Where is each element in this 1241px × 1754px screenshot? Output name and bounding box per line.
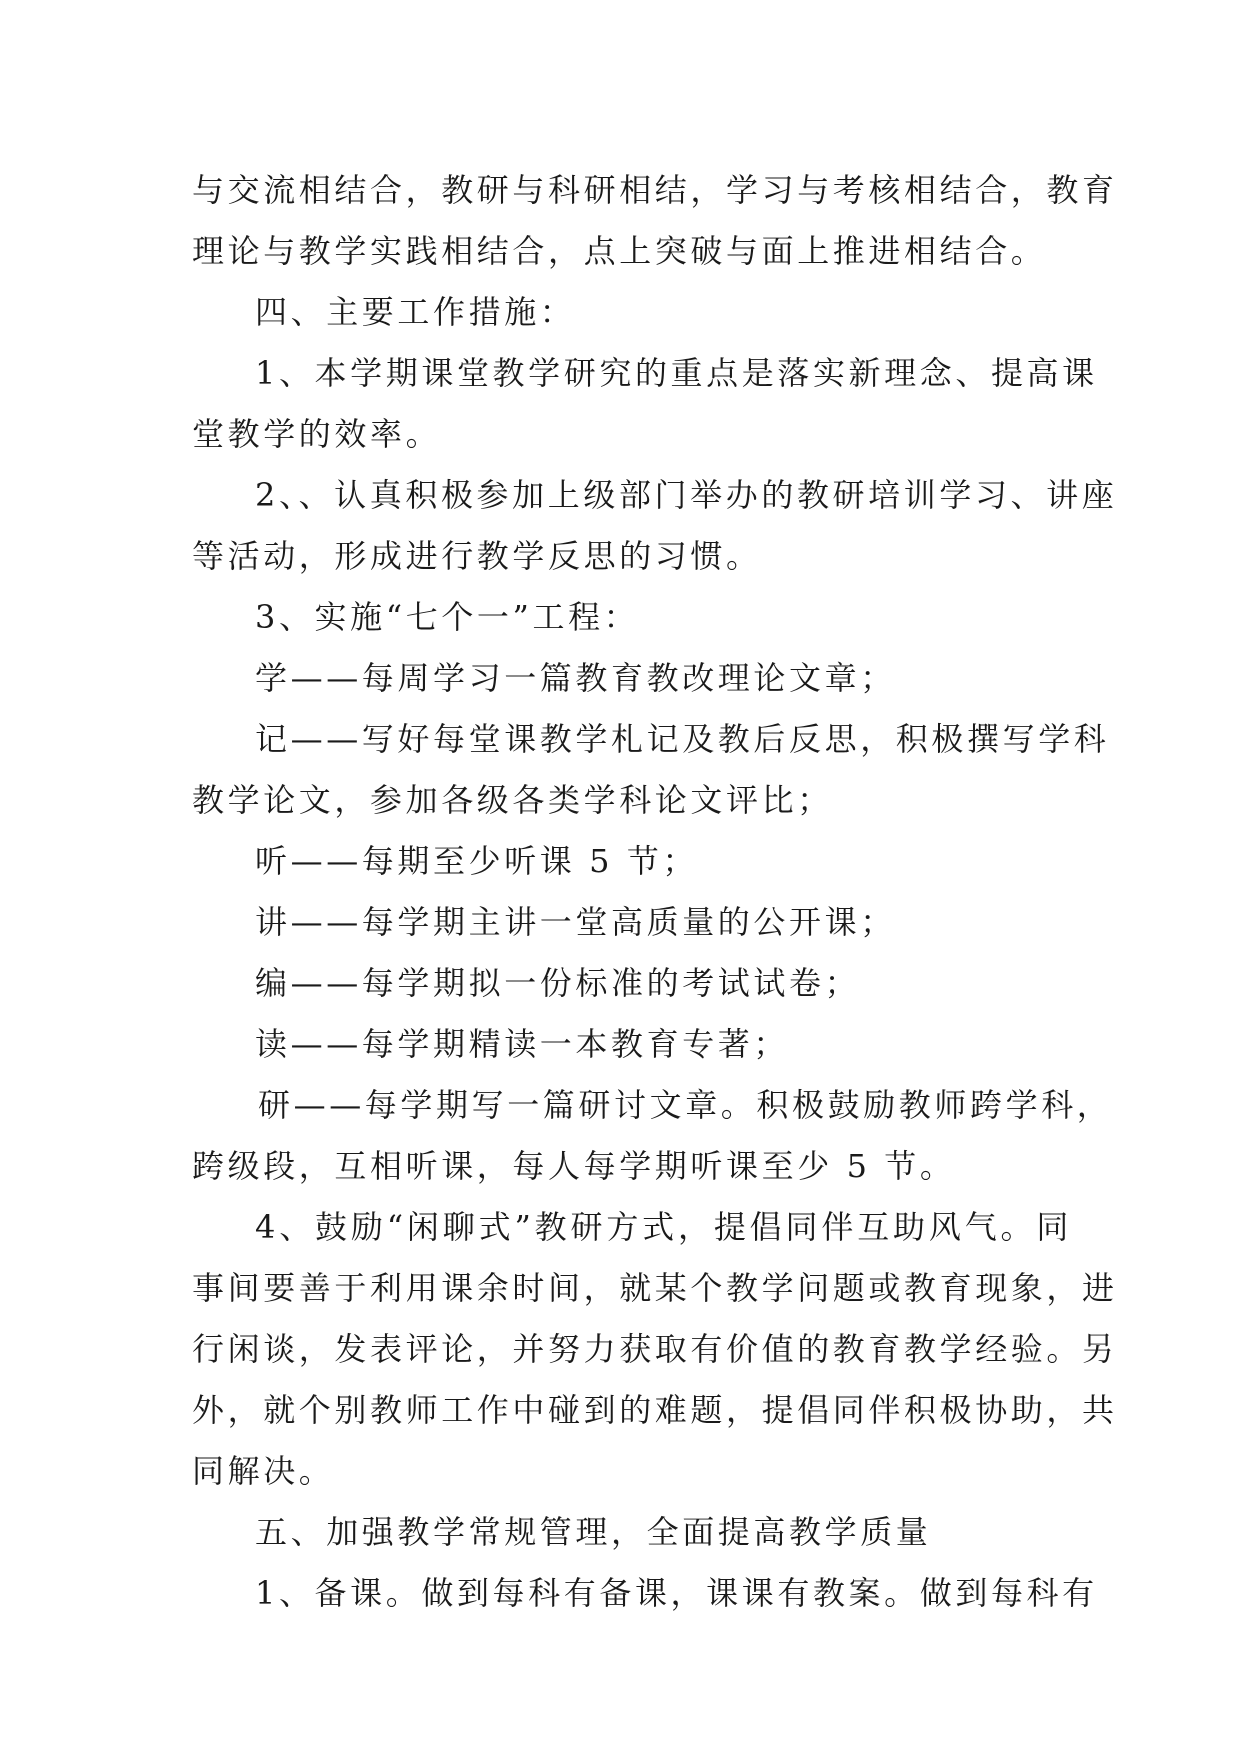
text-line: 跨级段，互相听课，每人每学期听课至少 5 节。 <box>192 1147 956 1185</box>
text-line: 与交流相结合，教研与科研相结，学习与考核相结合，教育 <box>192 171 1118 209</box>
text-line: 1、备课。做到每科有备课，课课有教案。做到每科有 <box>255 1574 1098 1612</box>
text-line: 等活动，形成进行教学反思的习惯。 <box>192 537 762 575</box>
text-line: 讲——每学期主讲一堂高质量的公开课； <box>255 903 896 941</box>
text-line: 记——写好每堂课教学札记及教后反思，积极撰写学科 <box>255 720 1110 758</box>
text-line: 事间要善于利用课余时间，就某个教学问题或教育现象，进 <box>192 1269 1118 1307</box>
document-body <box>192 160 1118 1624</box>
text-line: 外，就个别教师工作中碰到的难题，提倡同伴积极协助，共 <box>192 1391 1118 1429</box>
text-line: 编——每学期拟一份标准的考试试卷； <box>255 964 861 1002</box>
section-heading: 四、主要工作措施： <box>255 293 576 331</box>
text-line: 堂教学的效率。 <box>192 415 442 453</box>
text-line: 4、鼓励“闲聊式”教研方式，提倡同伴互助风气。同 <box>255 1208 1072 1246</box>
text-line: 1、本学期课堂教学研究的重点是落实新理念、提高课 <box>255 354 1098 392</box>
text-line: 研——每学期写一篇研讨文章。积极鼓励教师跨学科， <box>258 1086 1113 1124</box>
text-line: 3、实施“七个一”工程： <box>255 598 640 636</box>
section-heading: 五、加强教学常规管理，全面提高教学质量 <box>255 1513 932 1551</box>
text-line: 听——每期至少听课 5 节； <box>255 842 699 880</box>
text-line: 读——每学期精读一本教育专著； <box>255 1025 790 1063</box>
text-line: 2、、认真积极参加上级部门举办的教研培训学习、讲座 <box>255 476 1118 514</box>
text-line: 教学论文，参加各级各类学科论文评比； <box>192 781 833 819</box>
text-line: 同解决。 <box>192 1452 335 1490</box>
text-line: 学——每周学习一篇教育教改理论文章； <box>255 659 896 697</box>
text-line: 行闲谈，发表评论，并努力获取有价值的教育教学经验。另 <box>192 1330 1118 1368</box>
text-line: 理论与教学实践相结合，点上突破与面上推进相结合。 <box>192 232 1047 270</box>
